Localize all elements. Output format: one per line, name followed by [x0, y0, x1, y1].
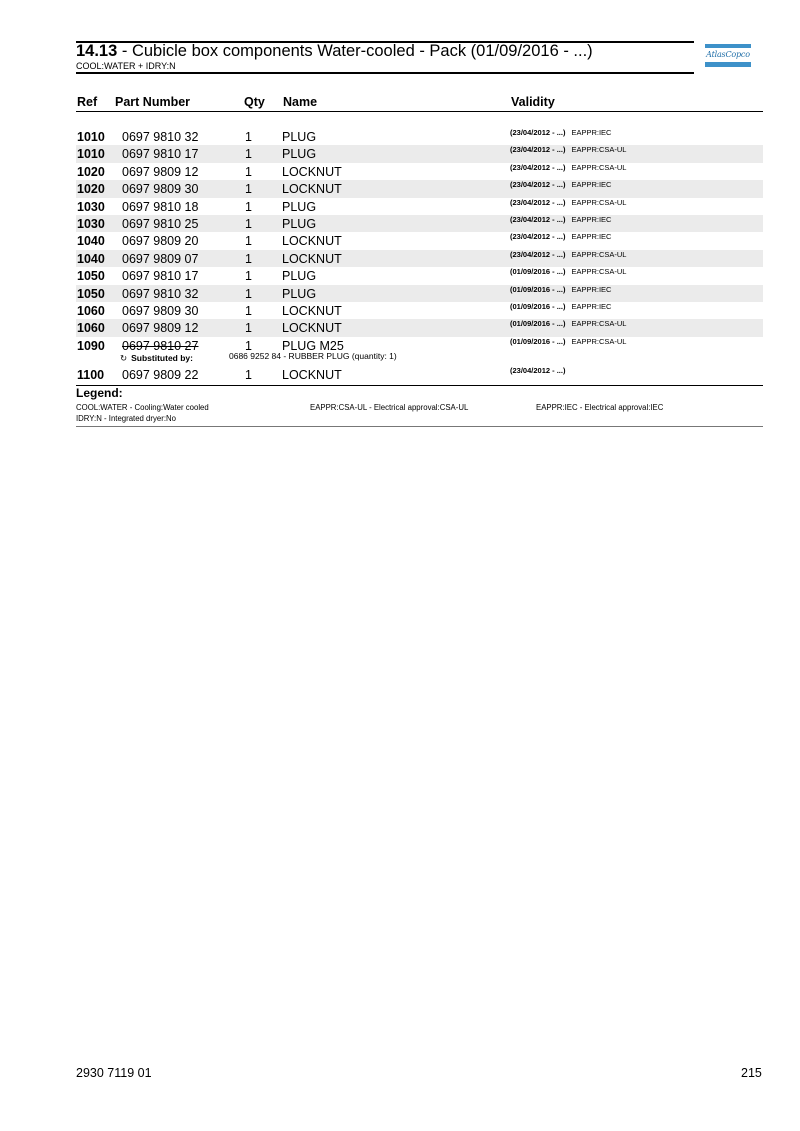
validity-cell — [510, 128, 611, 137]
name-cell: PLUG — [282, 286, 317, 301]
validity-date: (23/04/2012 - ...) — [510, 180, 566, 190]
validity-date: (23/04/2012 - ...) — [510, 162, 566, 172]
validity-date: (23/04/2012 - ...) — [510, 366, 566, 376]
validity-date: (01/09/2016 - ...) — [510, 302, 566, 311]
part-number-cell: 0697 9809 30 — [122, 182, 199, 197]
validity-approval: EAPPR:CSA-UL — [571, 267, 627, 277]
ref-cell: 1040 — [77, 234, 105, 249]
part-number-cell: 0697 9809 22 — [122, 368, 199, 383]
validity-approval: EAPPR:CSA-UL — [571, 162, 627, 172]
page-number: 215 — [741, 1066, 762, 1080]
legend-title: Legend: — [76, 386, 123, 400]
table-row — [76, 232, 763, 249]
table-row — [76, 250, 763, 267]
validity-approval: EAPPR:IEC — [571, 180, 612, 190]
validity-approval: EAPPR:CSA-UL — [571, 145, 627, 155]
validity-approval: EAPPR:IEC — [571, 302, 612, 311]
section-number: 14.13 — [76, 42, 118, 60]
name-cell: PLUG — [282, 269, 317, 284]
part-number-cell: 0697 9810 32 — [122, 286, 199, 301]
validity-cell — [510, 285, 611, 294]
column-header-qty: Qty — [244, 95, 265, 109]
table-row — [76, 163, 763, 180]
part-number-cell: 0697 9810 27 — [122, 338, 199, 353]
validity-approval: EAPPR:IEC — [571, 232, 612, 242]
part-number-cell: 0697 9810 32 — [122, 130, 199, 144]
table-end-rule — [76, 385, 763, 386]
qty-cell: 1 — [245, 130, 252, 144]
table-row — [76, 285, 763, 302]
validity-cell — [510, 337, 626, 346]
table-row — [76, 366, 763, 383]
table-row — [76, 319, 763, 336]
column-header-part-number: Part Number — [115, 95, 191, 109]
qty-cell: 1 — [245, 147, 252, 162]
name-cell: PLUG — [282, 217, 317, 231]
name-cell: PLUG — [282, 147, 317, 162]
validity-cell — [510, 250, 626, 259]
validity-date: (01/09/2016 - ...) — [510, 284, 566, 294]
part-number-cell: 0697 9810 25 — [122, 217, 199, 231]
qty-cell: 1 — [245, 269, 252, 284]
validity-cell — [510, 319, 626, 328]
validity-cell — [510, 180, 611, 189]
name-cell: LOCKNUT — [282, 304, 342, 318]
legend-item: EAPPR:CSA-UL - Electrical approval:CSA-UL — [310, 403, 469, 412]
qty-cell: 1 — [245, 286, 252, 301]
name-cell: LOCKNUT — [282, 182, 342, 197]
atlas-copco-logo — [705, 44, 751, 68]
part-number-cell: 0697 9809 12 — [122, 321, 199, 336]
qty-cell: 1 — [245, 234, 252, 249]
validity-date: (23/04/2012 - ...) — [510, 249, 566, 259]
ref-cell: 1100 — [77, 368, 105, 383]
qty-cell: 1 — [245, 321, 252, 336]
column-header-rule — [76, 111, 763, 112]
validity-approval: EAPPR:CSA-UL — [571, 197, 627, 207]
ref-cell: 1030 — [77, 199, 105, 214]
validity-cell — [510, 145, 626, 154]
name-cell: LOCKNUT — [282, 251, 342, 266]
validity-date: (23/04/2012 - ...) — [510, 215, 566, 224]
qty-cell: 1 — [245, 217, 252, 231]
table-row — [76, 215, 763, 232]
ref-cell: 1060 — [77, 321, 105, 336]
validity-date: (01/09/2016 - ...) — [510, 267, 566, 277]
qty-cell: 1 — [245, 368, 252, 383]
ref-cell: 1030 — [77, 217, 105, 231]
validity-date: (23/04/2012 - ...) — [510, 145, 566, 155]
ref-cell: 1040 — [77, 251, 105, 266]
name-cell: PLUG — [282, 199, 317, 214]
refresh-icon: ↻ — [120, 353, 128, 364]
validity-cell — [510, 267, 626, 276]
validity-approval: EAPPR:IEC — [571, 284, 612, 294]
qty-cell: 1 — [245, 304, 252, 318]
section-subtitle: COOL:WATER + IDRY:N — [76, 61, 176, 71]
legend-item: IDRY:N - Integrated dryer:No — [76, 414, 176, 423]
name-cell: PLUG — [282, 130, 317, 144]
validity-date: (23/04/2012 - ...) — [510, 232, 566, 242]
substituted-part-text: 0686 9252 84 - RUBBER PLUG (quantity: 1) — [229, 351, 397, 362]
ref-cell: 1020 — [77, 182, 105, 197]
substituted-label-text: Substituted by: — [131, 353, 193, 364]
qty-cell: 1 — [245, 251, 252, 266]
ref-cell: 1010 — [77, 130, 105, 144]
validity-cell — [510, 232, 611, 241]
logo-bar-bottom — [705, 62, 751, 67]
table-row — [76, 267, 763, 284]
ref-cell: 1020 — [77, 164, 105, 179]
qty-cell: 1 — [245, 199, 252, 214]
table-row — [76, 337, 763, 354]
part-number-cell: 0697 9809 20 — [122, 234, 199, 249]
validity-approval: EAPPR:IEC — [571, 128, 612, 137]
part-number-cell: 0697 9810 18 — [122, 199, 199, 214]
part-number-cell: 0697 9809 30 — [122, 304, 199, 318]
validity-date: (01/09/2016 - ...) — [510, 336, 566, 346]
name-cell: LOCKNUT — [282, 234, 342, 249]
validity-cell — [510, 366, 565, 375]
validity-cell — [510, 215, 611, 224]
ref-cell: 1010 — [77, 147, 105, 162]
substitution-row — [76, 353, 763, 367]
table-row — [76, 128, 763, 145]
table-row — [76, 180, 763, 197]
substituted-label — [120, 353, 193, 364]
ref-cell: 1050 — [77, 269, 105, 284]
section-title — [76, 42, 593, 61]
header-rule-bottom — [76, 72, 694, 74]
validity-approval: EAPPR:CSA-UL — [571, 249, 627, 259]
document-number: 2930 7119 01 — [76, 1066, 152, 1080]
part-number-cell: 0697 9809 07 — [122, 251, 199, 266]
logo-bar-top — [705, 44, 751, 48]
table-row — [76, 302, 763, 319]
section-title-text: - Cubicle box components Water-cooled - Pack (01/09/2016 - ...) — [117, 42, 593, 60]
ref-cell: 1050 — [77, 286, 105, 301]
qty-cell: 1 — [245, 182, 252, 197]
qty-cell: 1 — [245, 338, 252, 353]
part-number-cell: 0697 9810 17 — [122, 269, 199, 284]
legend-item: COOL:WATER - Cooling:Water cooled — [76, 403, 209, 412]
part-number-cell: 0697 9809 12 — [122, 164, 199, 179]
validity-cell — [510, 198, 626, 207]
name-cell: LOCKNUT — [282, 164, 342, 179]
validity-approval: EAPPR:CSA-UL — [571, 319, 627, 329]
validity-date: (23/04/2012 - ...) — [510, 197, 566, 207]
table-row — [76, 198, 763, 215]
validity-date: (23/04/2012 - ...) — [510, 128, 566, 137]
validity-date: (01/09/2016 - ...) — [510, 319, 566, 329]
name-cell: LOCKNUT — [282, 321, 342, 336]
validity-approval: EAPPR:CSA-UL — [571, 336, 627, 346]
part-number-cell: 0697 9810 17 — [122, 147, 199, 162]
validity-approval: EAPPR:IEC — [571, 215, 612, 224]
name-cell: PLUG M25 — [282, 338, 344, 353]
name-cell: LOCKNUT — [282, 368, 342, 383]
column-header-validity: Validity — [511, 95, 555, 109]
qty-cell: 1 — [245, 164, 252, 179]
column-header-ref: Ref — [77, 95, 98, 109]
table-row — [76, 145, 763, 162]
legend-item: EAPPR:IEC - Electrical approval:IEC — [536, 403, 664, 412]
column-header-name: Name — [283, 95, 318, 109]
legend-rule — [76, 426, 763, 427]
ref-cell: 1060 — [77, 304, 105, 318]
validity-cell — [510, 302, 611, 311]
validity-cell — [510, 163, 626, 172]
logo-text: AtlasCopco — [706, 50, 750, 59]
ref-cell: 1090 — [77, 338, 105, 353]
